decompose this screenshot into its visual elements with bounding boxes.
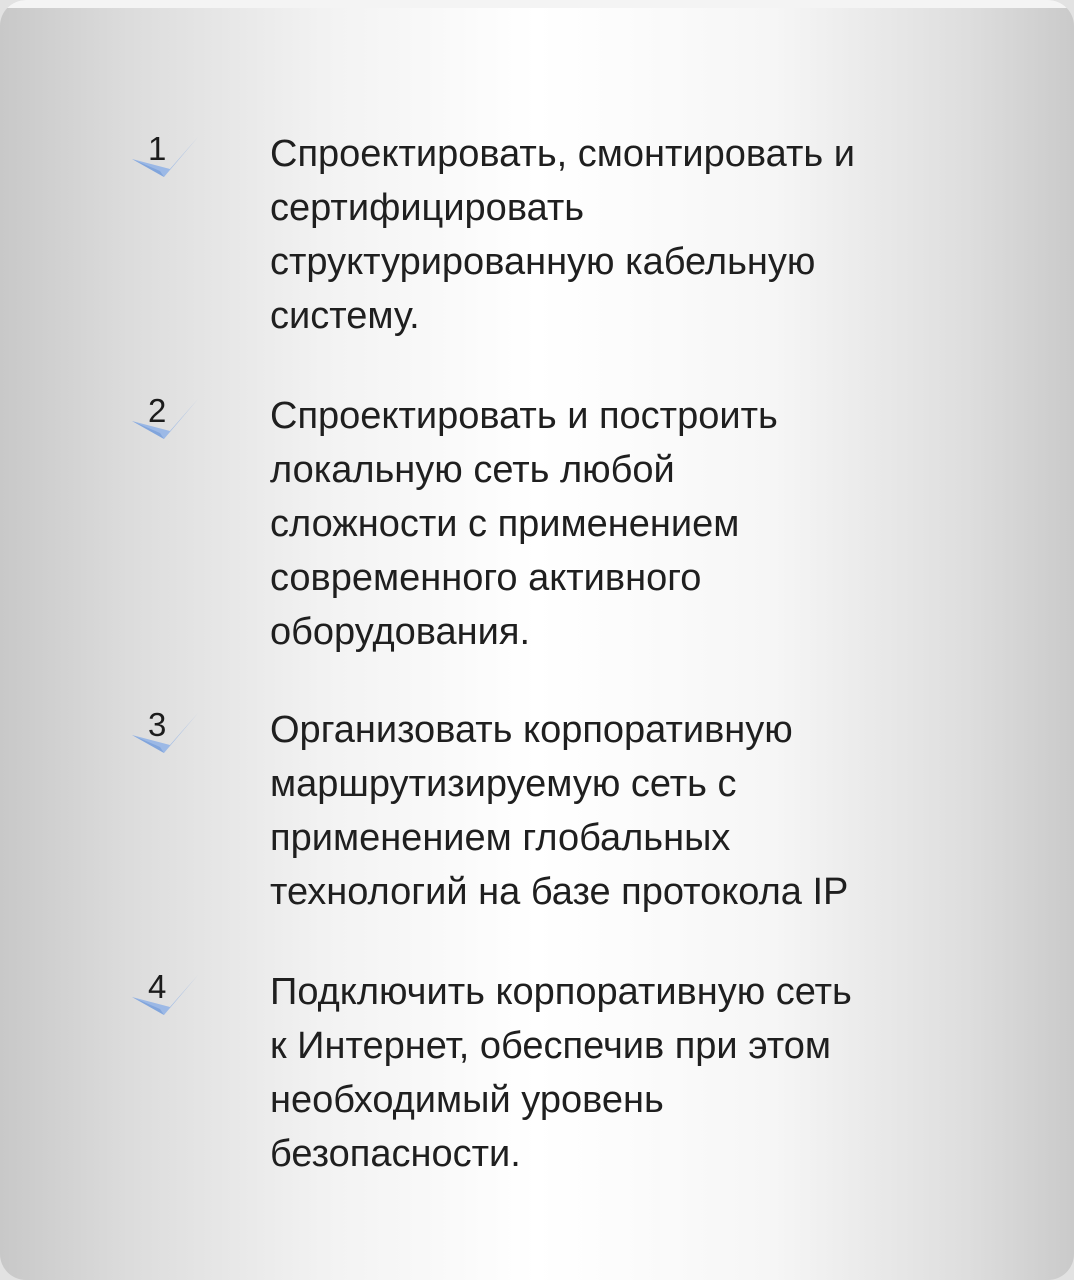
item-text-line: Подключить корпоративную сеть: [270, 971, 852, 1013]
item-marker: [130, 969, 210, 1025]
item-marker: [130, 131, 210, 187]
item-text-line: современного активного: [270, 557, 702, 599]
item-text-line: безопасности.: [270, 1133, 521, 1175]
item-number: 3: [148, 706, 167, 743]
item-text: [270, 127, 970, 343]
item-text-line: необходимый уровень: [270, 1079, 664, 1121]
item-text-line: структурированную кабельную: [270, 241, 816, 283]
checkmark-icon: [130, 969, 210, 1025]
checkmark-icon: [130, 707, 210, 763]
item-text-line: маршрутизируемую сеть с: [270, 763, 737, 805]
item-text-line: Спроектировать, смонтировать и: [270, 133, 855, 175]
item-text-line: Организовать корпоративную: [270, 709, 793, 751]
top-band: [0, 0, 1074, 8]
item-text: [270, 389, 970, 659]
item-text-line: систему.: [270, 295, 420, 337]
item-text-line: к Интернет, обеспечив при этом: [270, 1025, 832, 1067]
item-text-line: сложности с применением: [270, 503, 740, 545]
item-text-line: технологий на базе протокола IP: [270, 871, 849, 913]
item-number: 1: [148, 130, 167, 167]
item-text-line: Спроектировать и построить: [270, 395, 778, 437]
item-text: [270, 965, 970, 1181]
item-text-line: сертифицировать: [270, 187, 585, 229]
item-marker: [130, 707, 210, 763]
item-number: 4: [148, 968, 167, 1005]
item-text-line: локальную сеть любой: [270, 449, 675, 491]
item-text-line: применением глобальных: [270, 817, 731, 859]
item-text: [270, 703, 970, 919]
checkmark-icon: [130, 131, 210, 187]
checkmark-icon: [130, 393, 210, 449]
item-marker: [130, 393, 210, 449]
item-text-line: оборудования.: [270, 611, 531, 653]
item-number: 2: [148, 392, 167, 429]
